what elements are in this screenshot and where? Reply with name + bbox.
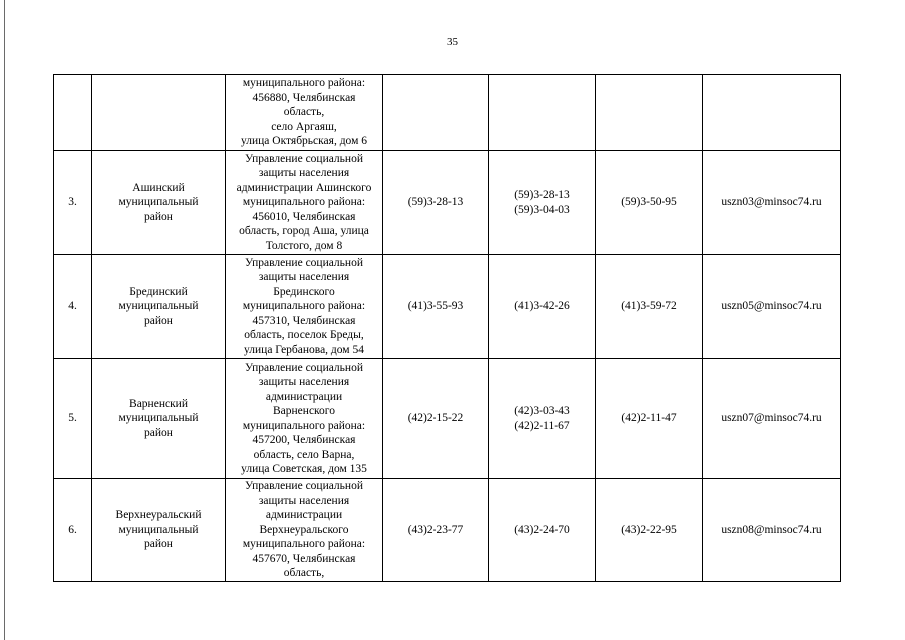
phone-secondary-cell xyxy=(489,75,596,151)
district-line: Ашинский xyxy=(132,181,185,194)
phone-secondary-cell xyxy=(489,255,596,359)
fax-line: (41)3-59-72 xyxy=(621,300,677,313)
address-line: муниципального района: xyxy=(242,77,366,90)
address-line: Управление социальной xyxy=(245,152,363,165)
address-line: 457670, Челябинская xyxy=(252,552,356,565)
address-line: Толстого, дом 8 xyxy=(265,239,343,252)
district-line: муниципальный xyxy=(118,523,199,536)
phone-cell xyxy=(383,359,489,479)
phone-cell xyxy=(383,479,489,582)
table-row xyxy=(54,255,841,359)
row-number-cell: 3. xyxy=(54,151,92,255)
fax-cell xyxy=(596,151,703,255)
address-cell xyxy=(226,479,383,582)
district-line: Брединский xyxy=(129,285,188,298)
row-number-cell: 4. xyxy=(54,255,92,359)
district-cell xyxy=(92,479,226,582)
phone-cell xyxy=(383,151,489,255)
fax-line: (59)3-50-95 xyxy=(621,196,677,209)
page-left-edge xyxy=(4,0,5,640)
address-cell xyxy=(226,75,383,151)
address-line: область, xyxy=(283,567,325,580)
fax-cell xyxy=(596,479,703,582)
address-line: 457310, Челябинская xyxy=(252,314,356,327)
district-line: район xyxy=(144,314,173,327)
table-row xyxy=(54,75,841,151)
row-number-cell: 6. xyxy=(54,479,92,582)
district-cell xyxy=(92,359,226,479)
phone-line: (59)3-28-13 xyxy=(514,189,570,201)
address-line: защиты населения xyxy=(258,376,350,388)
fax-cell xyxy=(596,255,703,359)
address-line: защиты населения xyxy=(258,494,350,507)
page-number: 35 xyxy=(447,36,458,48)
address-line: муниципального района: xyxy=(242,300,366,313)
phone-line: (59)3-04-03 xyxy=(514,203,570,216)
district-line: район xyxy=(144,538,173,551)
address-line: область, xyxy=(283,106,325,119)
address-line: улица Гербанова, дом 54 xyxy=(244,343,364,356)
address-line: 457200, Челябинская xyxy=(252,434,356,446)
address-line: Управление социальной xyxy=(245,256,363,269)
address-line: муниципального района: xyxy=(242,419,366,432)
district-cell xyxy=(92,151,226,255)
fax-cell xyxy=(596,75,703,151)
address-line: Брединского xyxy=(273,285,335,298)
table-row xyxy=(54,479,841,582)
phone-line: (41)3-42-26 xyxy=(514,300,570,313)
contacts-table-body xyxy=(54,75,841,582)
phone-secondary-cell xyxy=(489,479,596,582)
address-cell xyxy=(226,255,383,359)
phone-secondary-cell xyxy=(489,151,596,255)
email-cell: uszn07@minsoc74.ru xyxy=(703,359,841,479)
address-line: Варненского xyxy=(273,405,335,417)
email-cell: uszn08@minsoc74.ru xyxy=(703,479,841,582)
phone-line: (43)2-24-70 xyxy=(514,523,570,536)
address-line: администрации xyxy=(265,509,343,522)
fax-line: (43)2-22-95 xyxy=(621,523,677,536)
address-cell xyxy=(226,151,383,255)
phone-line: (59)3-28-13 xyxy=(407,196,464,209)
address-line: Управление социальной xyxy=(245,480,363,493)
address-line: администрации xyxy=(265,390,343,403)
row-number-cell xyxy=(54,75,92,151)
address-line: 456010, Челябинская xyxy=(252,210,356,223)
address-line: 456880, Челябинская xyxy=(252,91,356,104)
district-cell xyxy=(92,255,226,359)
phone-line: (42)2-15-22 xyxy=(407,412,464,425)
fax-cell xyxy=(596,359,703,479)
email-cell: uszn03@minsoc74.ru xyxy=(703,151,841,255)
district-line: муниципальный xyxy=(118,196,199,209)
district-line: муниципальный xyxy=(118,412,199,425)
district-cell xyxy=(92,75,226,151)
district-line: муниципальный xyxy=(118,300,199,313)
row-number-cell: 5. xyxy=(54,359,92,479)
district-line: Верхнеуральский xyxy=(115,509,202,522)
address-line: Управление социальной xyxy=(245,361,363,374)
phone-line: (42)2-11-67 xyxy=(514,419,570,432)
fax-line: (42)2-11-47 xyxy=(621,412,677,425)
address-line: область, поселок Бреды, xyxy=(244,329,364,342)
district-line: район xyxy=(144,426,173,439)
address-line: администрации Ашинского xyxy=(236,181,372,194)
phone-line: (41)3-55-93 xyxy=(407,300,464,313)
address-line: село Аргаяш, xyxy=(271,120,337,133)
district-line: район xyxy=(144,210,173,223)
phone-line: (42)3-03-43 xyxy=(514,405,570,417)
address-line: улица Советская, дом 135 xyxy=(241,463,367,475)
address-line: защиты населения xyxy=(258,167,350,180)
phone-cell xyxy=(383,75,489,151)
contacts-table xyxy=(53,74,841,582)
address-line: муниципального района: xyxy=(242,538,366,551)
address-line: муниципального района: xyxy=(242,196,366,209)
address-line: область, город Аша, улица xyxy=(239,225,369,238)
phone-secondary-cell xyxy=(489,359,596,479)
email-cell xyxy=(703,75,841,151)
address-line: улица Октябрьская, дом 6 xyxy=(241,135,367,148)
phone-cell xyxy=(383,255,489,359)
address-line: область, село Варна, xyxy=(253,448,355,461)
address-cell xyxy=(226,359,383,479)
address-line: защиты населения xyxy=(258,271,350,284)
phone-line: (43)2-23-77 xyxy=(407,523,464,536)
address-line: Верхнеуральского xyxy=(259,523,349,536)
table-row xyxy=(54,359,841,479)
district-line: Варненский xyxy=(129,397,188,410)
table-row xyxy=(54,151,841,255)
email-cell: uszn05@minsoc74.ru xyxy=(703,255,841,359)
